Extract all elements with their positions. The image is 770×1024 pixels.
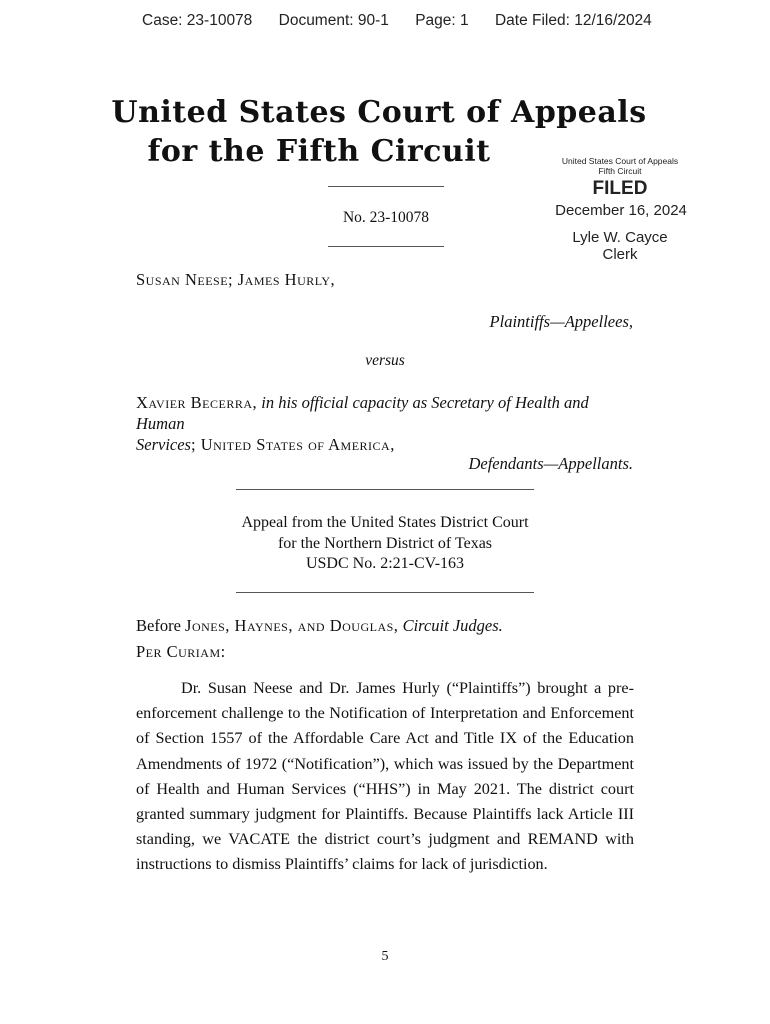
panel-judges-title: Circuit Judges. (402, 616, 503, 635)
stamp-court-line1: United States Court of Appeals (561, 156, 679, 166)
stamp-clerk-title: Clerk (602, 246, 638, 263)
case-number-header: Case: 23-10078 (142, 12, 253, 29)
before-label: Before (136, 616, 181, 635)
page-number-header: Page: 1 (415, 12, 469, 29)
appeal-line3: USDC No. 2:21-CV-163 (305, 555, 465, 572)
court-title-line2: for the Fifth Circuit (147, 134, 491, 169)
defendants-role: Defendants—Appellants. (468, 454, 633, 473)
defendant1-name: Xavier Becerra, (136, 393, 258, 412)
defendants-block (136, 392, 636, 455)
appeal-line1: Appeal from the United States District Court (241, 514, 529, 531)
plaintiffs-role: Plaintiffs—Appellees, (489, 312, 633, 331)
defendant1-capacity-cont: Services (136, 435, 191, 454)
panel-judges: Jones, Haynes, and Douglas, (185, 616, 399, 635)
date-filed-header: Date Filed: 12/16/2024 (494, 12, 652, 29)
case-number-rule-bottom (328, 246, 444, 247)
filed-stamp (540, 156, 700, 263)
stamp-clerk-name: Lyle W. Cayce (572, 229, 668, 246)
appeal-block (0, 513, 770, 575)
appeal-line2: for the Northern District of Texas (277, 534, 493, 552)
stamp-court-line2: Fifth Circuit (598, 166, 642, 176)
stamp-date: December 16, 2024 (555, 202, 687, 219)
opinion-text: Dr. Susan Neese and Dr. James Hurly (“Plaintiffs”) brought a pre-enforcement challenge to the Notification of Interpretation and Enforcement of Section 1557 of the Affordable Care Act and Title IX of the Education Amendments of 1972 (“Notification”), which was issued by the Department of Health and Human Services (“HHS”) in May 2021. The district court granted summary judgment for Plaintiffs. Because Plaintiffs lack Article III standing, we VACATE the district court’s judgment and REMAND with instructions to dismiss Plaintiffs’ claims for lack of jurisdiction. (136, 679, 634, 874)
document-number-header: Document: 90-1 (278, 12, 389, 29)
court-title-line1: United States Court of Appeals (111, 95, 647, 130)
defendant2-name: ; United States of America, (190, 435, 395, 454)
stamp-filed: FILED (592, 178, 648, 199)
case-header (142, 12, 674, 30)
versus-label: versus (365, 352, 405, 369)
defendant1-capacity: in his official capacity as Secretary of Health and Human (136, 393, 589, 433)
plaintiffs-names: Susan Neese; James Hurly, (136, 270, 336, 289)
appeal-rule-bottom (236, 592, 534, 593)
per-curiam: Per Curiam: (136, 642, 226, 661)
appeal-rule-top (236, 489, 534, 490)
panel-line (136, 616, 503, 636)
case-number: No. 23-10078 (342, 209, 430, 226)
case-number-rule-top (328, 186, 444, 187)
opinion-paragraph (136, 676, 634, 878)
page-number: 5 (381, 949, 389, 964)
